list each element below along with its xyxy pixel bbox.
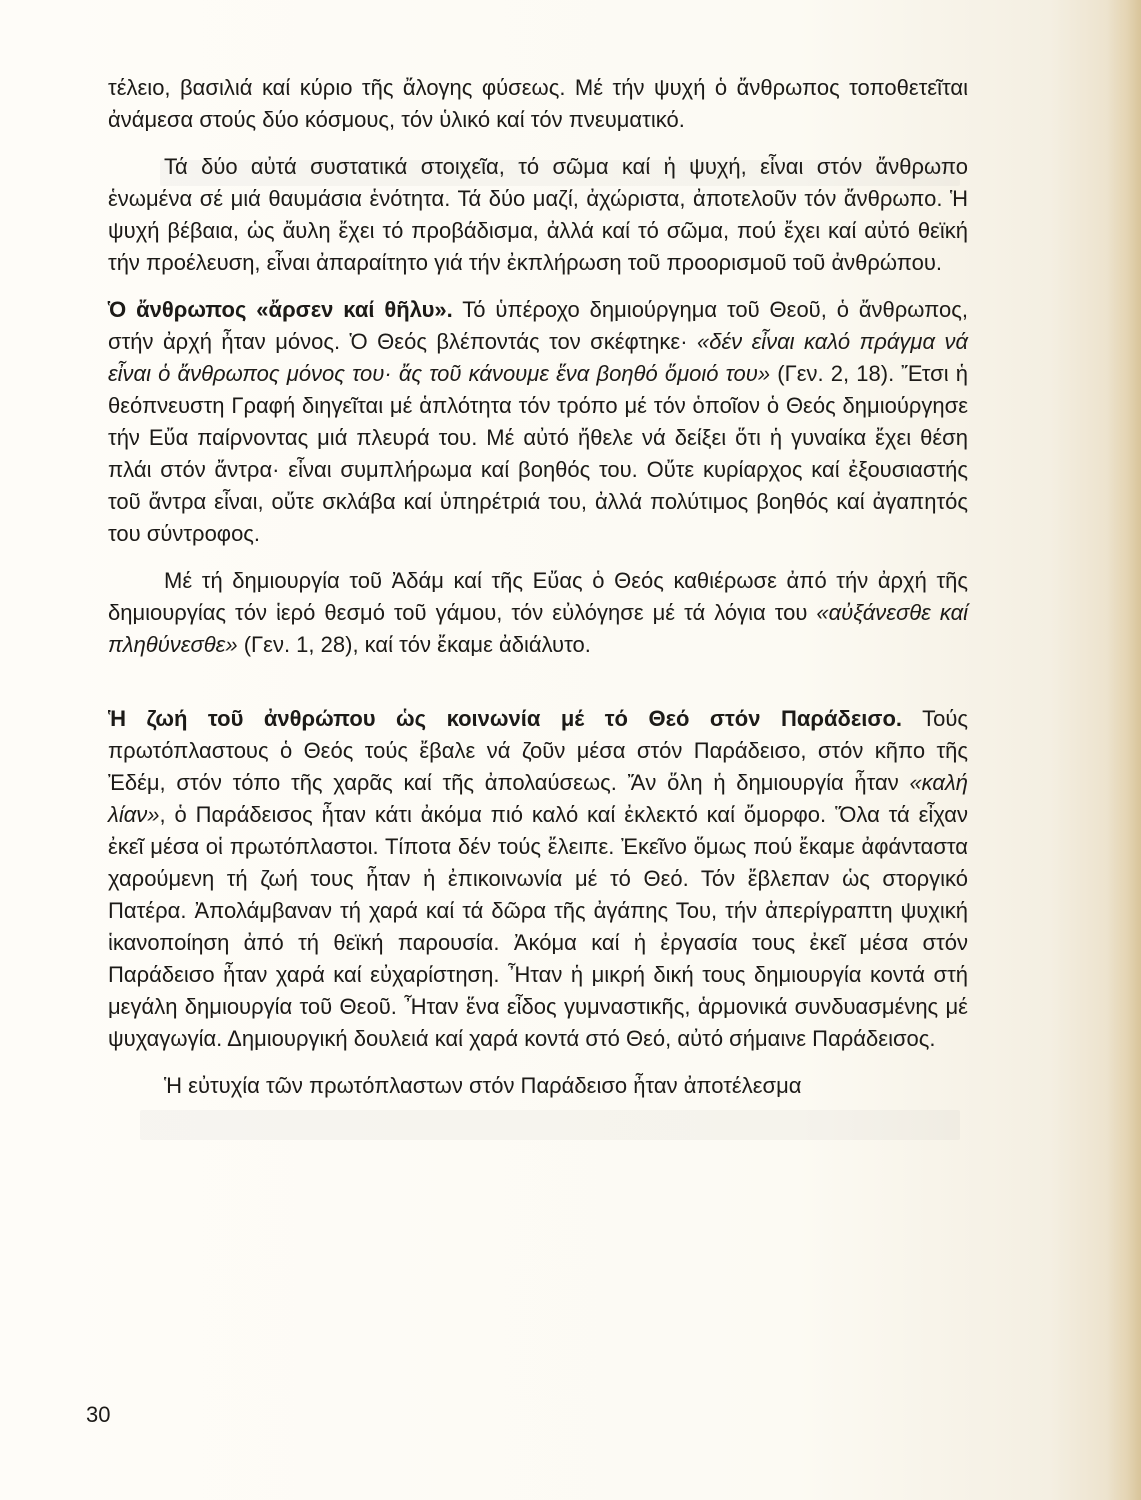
paragraph-marriage: [108, 565, 968, 661]
page-number: 30: [86, 1402, 111, 1427]
paragraph-text: Τούς πρωτόπλαστους ὁ Θεός τούς ἔβαλε νά ζοῦν μέσα στόν Παράδεισο, στόν κῆπο τῆς Ἐδέμ, στόν τόπο τῆς χαρᾶς καί τῆς ἀπολαύσεως. Ἄν ὅλη ἡ δημιουργία ἦταν: [108, 706, 968, 795]
scripture-quote: «καλή λίαν»: [108, 770, 968, 827]
paragraph-text: Τό ὑπέροχο δημιούργημα τοῦ Θεοῦ, ὁ ἄνθρωπος, στήν ἀρχή ἦταν μόνος. Ὁ Θεός βλέποντάς τον σκέφτηκε·: [108, 297, 968, 354]
paragraph-paradise: [108, 703, 968, 1055]
paragraph-body-soul: Τά δύο αὐτά συστατικά στοιχεῖα, τό σῶμα καί ἡ ψυχή, εἶναι στόν ἄνθρωπο ἑνωμένα σέ μιά θαυμάσια ἑνότητα. Τά δύο μαζί, ἀχώριστα, ἀποτελοῦν τόν ἄνθρωπο. Ἡ ψυχή βέβαια, ὡς ἄυλη ἔχει τό προβάδισμα, ἀλλά καί τό σῶμα, πού ἔχει καί αὐτό θεϊκή τήν προέλευση, εἶναι ἀπαραίτητο γιά τήν ἐκπλήρωση τοῦ προορισμοῦ τοῦ ἀνθρώπου.: [108, 154, 968, 275]
page-edge-shadow: [1107, 0, 1141, 1500]
paragraph-text: (Γεν. 2, 18). Ἔτσι ἡ θεόπνευστη Γραφή διηγεῖται μέ ἁπλότητα τόν τρόπο μέ τόν ὁποῖον ὁ Θεός δημιούργησε τήν Εὔα παίρνοντας μιά πλευρά του. Μέ αὐτό ἤθελε νά δείξει ὅτι ἡ γυναίκα ἔχει θέση πλάι στόν ἄντρα· εἶναι συμπλήρωμα καί βοηθός του. Οὔτε κυρίαρχος καί ἐξουσιαστής τοῦ ἄντρα εἶναι, οὔτε σκλάβα καί ὑπηρέτριά του, ἀλλά πολύτιμος βοηθός καί ἀγαπητός του σύντροφος.: [108, 361, 969, 546]
paragraph-text: (Γεν. 1, 28), καί τόν ἔκαμε ἀδιάλυτο.: [237, 632, 591, 657]
scripture-quote: «δέν εἶναι καλό πράγμα νά εἶναι ὁ ἄνθρωπος μόνος του· ἄς τοῦ κάνουμε ἕνα βοηθό ὅμοιό του»: [108, 329, 968, 386]
body-text: [108, 72, 968, 1117]
paragraph-text: , ὁ Παράδεισος ἦταν κάτι ἀκόμα πιό καλό καί ἐκλεκτό καί ὄμορφο. Ὅλα τά εἶχαν ἐκεῖ μέσα οἱ πρωτόπλαστοι. Τίποτα δέν τούς ἔλειπε. Ἐκεῖνο ὅμως πού ἔκαμε ἀφάνταστα χαρούμενη τή ζωή τους ἦταν ἡ ἐπικοινωνία μέ τό Θεό. Τόν ἔβλεπαν ὡς στοργικό Πατέρα. Ἀπολάμβαναν τή χαρά καί τά δῶρα τῆς ἀγάπης Του, τήν ἀπερίγραπτη ψυχική ἱκανοποίηση ἀπό τή θεϊκή παρουσία. Ἀκόμα καί ἡ ἐργασία τους ἐκεῖ μέσα στόν Παράδεισο ἦταν χαρά καί εὐχαρίστηση. Ἦταν ἡ μικρή δική τους δημιουργία κοντά στή μεγάλη δημιουργία τοῦ Θεοῦ. Ἦταν ἕνα εἶδος γυμναστικῆς, ἁρμονικά συνδυασμένης μέ ψυχαγωγία. Δημιουργική δουλειά καί χαρά κοντά στό Θεό, αὐτό σήμαινε Παράδεισος.: [108, 802, 968, 1051]
paragraph-continuation: τέλειο, βασιλιά καί κύριο τῆς ἄλογης φύσεως. Μέ τήν ψυχή ὁ ἄνθρωπος τοποθετεῖται ἀνάμεσα στούς δύο κόσμους, τόν ὑλικό καί τόν πνευματικό.: [108, 75, 968, 132]
paragraph-happiness: Ἡ εὐτυχία τῶν πρωτόπλαστων στόν Παράδεισο ἦταν ἀποτέλεσμα: [164, 1073, 802, 1098]
paragraph-male-female: [108, 294, 968, 550]
section-heading-paradise: Ἡ ζωή τοῦ ἀνθρώπου ὡς κοινωνία μέ τό Θεό στόν Παράδεισο.: [108, 706, 903, 731]
scripture-quote: «αὐξάνεσθε καί πληθύνεσθε»: [108, 600, 969, 657]
paragraph-text: Μέ τή δημιουργία τοῦ Ἀδάμ καί τῆς Εὔας ὁ Θεός καθιέρωσε ἀπό τήν ἀρχή τῆς δημιουργίας τόν ἱερό θεσμό τοῦ γάμου, τόν εὐλόγησε μέ τά λόγια του: [108, 568, 968, 625]
section-heading-male-female: Ὁ ἄνθρωπος «ἄρσεν καί θῆλυ».: [108, 297, 453, 322]
